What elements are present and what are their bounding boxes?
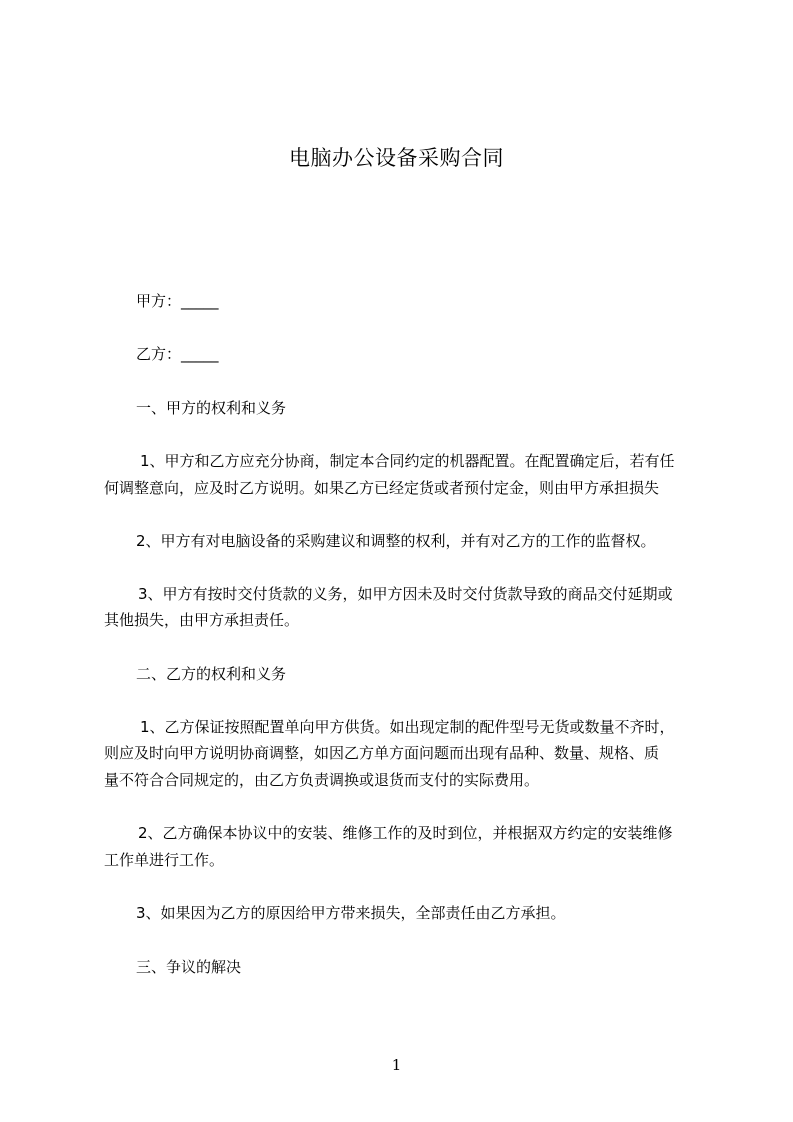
section-2-item-2-line-2: 工作单进行工作。 [104,851,225,869]
section-2-item-1-line-1: 1、乙方保证按照配置单向甲方供货。如出现定制的配件型号无货或数量不齐时， [140,718,675,736]
section-2-item-1-line-2: 则应及时向甲方说明协商调整，如因乙方单方面问题而出现有品种、数量、规格、质 [104,744,660,762]
section-2-heading: 二、乙方的权利和义务 [136,665,287,683]
document-title: 电脑办公设备采购合同 [289,146,504,170]
section-2-item-2-line-1: 2、乙方确保本协议中的安装、维修工作的及时到位，并根据双方约定的安装维修 [138,824,673,842]
section-1-item-1-line-1: 1、甲方和乙方应充分协商，制定本合同约定的机器配置。在配置确定后，若有任 [140,452,675,470]
section-2-item-1-line-3: 量不符合合同规定的，由乙方负责调换或退货而支付的实际费用。 [104,771,540,789]
section-1-item-3-line-2: 其他损失，由甲方承担责任。 [104,611,300,629]
section-1-item-1-line-2: 何调整意向，应及时乙方说明。如果乙方已经定货或者预付定金，则由甲方承担损失 [104,479,660,497]
section-2-item-3-line-1: 3、如果因为乙方的原因给甲方带来损失，全部责任由乙方承担。 [136,904,566,922]
section-1-heading: 一、甲方的权利和义务 [136,399,287,417]
party-a-line: 甲方：_____ [136,292,219,310]
page-number: 1 [391,1056,402,1074]
party-b-line: 乙方：_____ [136,345,219,363]
section-1-item-3-line-1: 3、甲方有按时交付货款的义务，如甲方因未及时交付货款导致的商品交付延期或 [138,585,673,603]
section-1-item-2-line-1: 2、甲方有对电脑设备的采购建议和调整的权利，并有对乙方的工作的监督权。 [136,532,656,550]
section-3-heading: 三、争议的解决 [136,958,242,976]
